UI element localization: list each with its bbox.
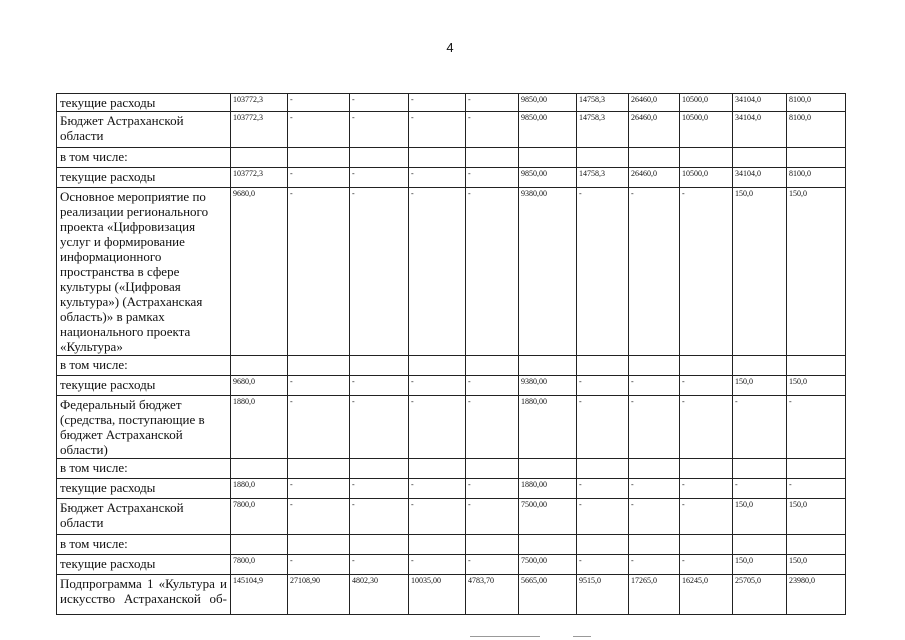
value-cell: - bbox=[288, 396, 350, 459]
value-cell: - bbox=[629, 376, 680, 396]
value-cell bbox=[629, 535, 680, 555]
value-cell bbox=[231, 356, 288, 376]
value-cell bbox=[519, 459, 577, 479]
row-label: текущие расходы bbox=[57, 479, 231, 499]
value-cell: - bbox=[350, 168, 409, 188]
value-cell: 150,0 bbox=[733, 188, 787, 356]
value-cell: - bbox=[577, 188, 629, 356]
value-cell: 9380,00 bbox=[519, 188, 577, 356]
value-cell: - bbox=[680, 396, 733, 459]
value-cell: - bbox=[680, 479, 733, 499]
value-cell: - bbox=[629, 479, 680, 499]
value-cell bbox=[350, 148, 409, 168]
table-row bbox=[57, 535, 846, 555]
value-cell: 103772,3 bbox=[231, 94, 288, 112]
value-cell bbox=[231, 148, 288, 168]
value-cell: - bbox=[409, 499, 466, 535]
value-cell: - bbox=[466, 499, 519, 535]
value-cell bbox=[733, 148, 787, 168]
value-cell: 10500,0 bbox=[680, 112, 733, 148]
value-cell bbox=[288, 459, 350, 479]
value-cell: - bbox=[577, 479, 629, 499]
value-cell: 1880,0 bbox=[231, 396, 288, 459]
value-cell bbox=[288, 148, 350, 168]
value-cell: 7500,00 bbox=[519, 499, 577, 535]
value-cell: 150,0 bbox=[787, 499, 846, 535]
row-label: Бюджет Астраханской области bbox=[57, 112, 231, 148]
value-cell: - bbox=[577, 499, 629, 535]
value-cell: 4783,70 bbox=[466, 575, 519, 615]
table-row bbox=[57, 396, 846, 459]
value-cell: 1880,00 bbox=[519, 479, 577, 499]
value-cell: 1880,00 bbox=[519, 396, 577, 459]
table-row bbox=[57, 499, 846, 535]
value-cell: 25705,0 bbox=[733, 575, 787, 615]
value-cell bbox=[409, 148, 466, 168]
value-cell: 7800,0 bbox=[231, 499, 288, 535]
value-cell: - bbox=[629, 396, 680, 459]
value-cell: - bbox=[288, 168, 350, 188]
value-cell: - bbox=[350, 376, 409, 396]
value-cell: - bbox=[409, 112, 466, 148]
table-row bbox=[57, 376, 846, 396]
row-label: в том числе: bbox=[57, 148, 231, 168]
value-cell: - bbox=[409, 376, 466, 396]
value-cell: 150,0 bbox=[787, 376, 846, 396]
value-cell: - bbox=[787, 479, 846, 499]
table-row bbox=[57, 575, 846, 615]
value-cell: - bbox=[350, 396, 409, 459]
row-label: в том числе: bbox=[57, 459, 231, 479]
value-cell: 10500,0 bbox=[680, 94, 733, 112]
value-cell: - bbox=[409, 396, 466, 459]
value-cell: - bbox=[350, 499, 409, 535]
value-cell: 14758,3 bbox=[577, 112, 629, 148]
value-cell bbox=[733, 535, 787, 555]
value-cell: - bbox=[409, 94, 466, 112]
value-cell bbox=[231, 459, 288, 479]
value-cell bbox=[409, 459, 466, 479]
table-row bbox=[57, 459, 846, 479]
value-cell bbox=[350, 535, 409, 555]
value-cell: - bbox=[733, 396, 787, 459]
value-cell bbox=[409, 356, 466, 376]
row-label: Основное мероприятие по реализации регионального проекта «Цифровизация услуг и формирование информационного пространства в сфере культуры («Цифровая культура») (Астраханская область)» в рамках национального проекта «Культура» bbox=[57, 188, 231, 356]
value-cell bbox=[733, 356, 787, 376]
value-cell: 7800,0 bbox=[231, 555, 288, 575]
table-row bbox=[57, 148, 846, 168]
table-row bbox=[57, 112, 846, 148]
value-cell: - bbox=[288, 112, 350, 148]
value-cell: - bbox=[288, 479, 350, 499]
value-cell: 150,0 bbox=[787, 188, 846, 356]
value-cell: 17265,0 bbox=[629, 575, 680, 615]
value-cell: 34104,0 bbox=[733, 94, 787, 112]
table-row bbox=[57, 555, 846, 575]
value-cell: - bbox=[350, 112, 409, 148]
value-cell: 9850,00 bbox=[519, 94, 577, 112]
value-cell: - bbox=[680, 376, 733, 396]
value-cell bbox=[680, 356, 733, 376]
table-row bbox=[57, 356, 846, 376]
value-cell bbox=[680, 535, 733, 555]
value-cell: 8100,0 bbox=[787, 168, 846, 188]
value-cell: 26460,0 bbox=[629, 112, 680, 148]
value-cell: 150,0 bbox=[733, 376, 787, 396]
value-cell: - bbox=[466, 396, 519, 459]
scan-artifact-line bbox=[573, 636, 591, 637]
value-cell: - bbox=[409, 168, 466, 188]
value-cell: - bbox=[409, 188, 466, 356]
value-cell bbox=[519, 356, 577, 376]
value-cell: 10035,00 bbox=[409, 575, 466, 615]
value-cell: - bbox=[466, 94, 519, 112]
value-cell bbox=[787, 459, 846, 479]
value-cell: - bbox=[733, 479, 787, 499]
value-cell bbox=[577, 535, 629, 555]
value-cell: - bbox=[288, 555, 350, 575]
table-row bbox=[57, 94, 846, 112]
value-cell bbox=[519, 535, 577, 555]
value-cell bbox=[231, 535, 288, 555]
value-cell: 14758,3 bbox=[577, 94, 629, 112]
value-cell: - bbox=[466, 168, 519, 188]
value-cell: 145104,9 bbox=[231, 575, 288, 615]
row-label: текущие расходы bbox=[57, 168, 231, 188]
value-cell: 150,0 bbox=[733, 555, 787, 575]
scan-artifact-line bbox=[470, 636, 540, 637]
table-row bbox=[57, 168, 846, 188]
value-cell bbox=[577, 148, 629, 168]
value-cell: 150,0 bbox=[733, 499, 787, 535]
value-cell bbox=[577, 356, 629, 376]
value-cell: - bbox=[629, 499, 680, 535]
value-cell: - bbox=[577, 555, 629, 575]
value-cell: 9850,00 bbox=[519, 112, 577, 148]
value-cell bbox=[629, 459, 680, 479]
value-cell: 150,0 bbox=[787, 555, 846, 575]
row-label: Бюджет Астраханской области bbox=[57, 499, 231, 535]
row-label: текущие расходы bbox=[57, 94, 231, 112]
value-cell: 9680,0 bbox=[231, 376, 288, 396]
value-cell: 26460,0 bbox=[629, 168, 680, 188]
value-cell: - bbox=[288, 499, 350, 535]
row-label: Подпрограмма 1 «Культура и искусство Астраханской об- bbox=[57, 575, 231, 615]
value-cell: 8100,0 bbox=[787, 94, 846, 112]
value-cell bbox=[519, 148, 577, 168]
value-cell: 7500,00 bbox=[519, 555, 577, 575]
row-label: текущие расходы bbox=[57, 555, 231, 575]
value-cell bbox=[466, 148, 519, 168]
value-cell: - bbox=[787, 396, 846, 459]
value-cell: - bbox=[409, 479, 466, 499]
value-cell: - bbox=[409, 555, 466, 575]
value-cell: 103772,3 bbox=[231, 168, 288, 188]
value-cell bbox=[409, 535, 466, 555]
value-cell: 103772,3 bbox=[231, 112, 288, 148]
value-cell: - bbox=[350, 555, 409, 575]
value-cell: - bbox=[680, 555, 733, 575]
value-cell: 23980,0 bbox=[787, 575, 846, 615]
value-cell: 5665,00 bbox=[519, 575, 577, 615]
table-row bbox=[57, 479, 846, 499]
value-cell: - bbox=[680, 499, 733, 535]
value-cell bbox=[577, 459, 629, 479]
value-cell: 26460,0 bbox=[629, 94, 680, 112]
value-cell bbox=[733, 459, 787, 479]
table-row bbox=[57, 188, 846, 356]
value-cell bbox=[787, 148, 846, 168]
page-number: 4 bbox=[446, 40, 454, 55]
row-label: в том числе: bbox=[57, 356, 231, 376]
value-cell: - bbox=[466, 112, 519, 148]
value-cell: 34104,0 bbox=[733, 168, 787, 188]
value-cell: 9515,0 bbox=[577, 575, 629, 615]
value-cell bbox=[288, 535, 350, 555]
value-cell bbox=[629, 356, 680, 376]
value-cell: - bbox=[350, 188, 409, 356]
value-cell: - bbox=[288, 94, 350, 112]
value-cell bbox=[680, 459, 733, 479]
value-cell: 4802,30 bbox=[350, 575, 409, 615]
value-cell: - bbox=[350, 94, 409, 112]
value-cell: - bbox=[350, 479, 409, 499]
value-cell: 9380,00 bbox=[519, 376, 577, 396]
value-cell: - bbox=[680, 188, 733, 356]
value-cell bbox=[350, 459, 409, 479]
value-cell: 34104,0 bbox=[733, 112, 787, 148]
value-cell: 10500,0 bbox=[680, 168, 733, 188]
value-cell bbox=[787, 356, 846, 376]
value-cell: - bbox=[629, 555, 680, 575]
value-cell bbox=[288, 356, 350, 376]
value-cell bbox=[466, 459, 519, 479]
row-label: в том числе: bbox=[57, 535, 231, 555]
value-cell: - bbox=[466, 376, 519, 396]
value-cell bbox=[466, 356, 519, 376]
value-cell: 8100,0 bbox=[787, 112, 846, 148]
value-cell: - bbox=[577, 396, 629, 459]
value-cell: - bbox=[466, 555, 519, 575]
value-cell: - bbox=[288, 188, 350, 356]
value-cell: - bbox=[466, 188, 519, 356]
value-cell: - bbox=[466, 479, 519, 499]
value-cell: - bbox=[629, 188, 680, 356]
value-cell: 14758,3 bbox=[577, 168, 629, 188]
value-cell bbox=[629, 148, 680, 168]
value-cell: - bbox=[577, 376, 629, 396]
value-cell: 9680,0 bbox=[231, 188, 288, 356]
value-cell bbox=[466, 535, 519, 555]
value-cell bbox=[787, 535, 846, 555]
value-cell: 9850,00 bbox=[519, 168, 577, 188]
value-cell: 1880,0 bbox=[231, 479, 288, 499]
budget-table bbox=[56, 93, 846, 615]
row-label: текущие расходы bbox=[57, 376, 231, 396]
value-cell: 16245,0 bbox=[680, 575, 733, 615]
value-cell bbox=[350, 356, 409, 376]
value-cell: 27108,90 bbox=[288, 575, 350, 615]
value-cell bbox=[680, 148, 733, 168]
value-cell: - bbox=[288, 376, 350, 396]
row-label: Федеральный бюджет (средства, поступающие в бюджет Астраханской области) bbox=[57, 396, 231, 459]
